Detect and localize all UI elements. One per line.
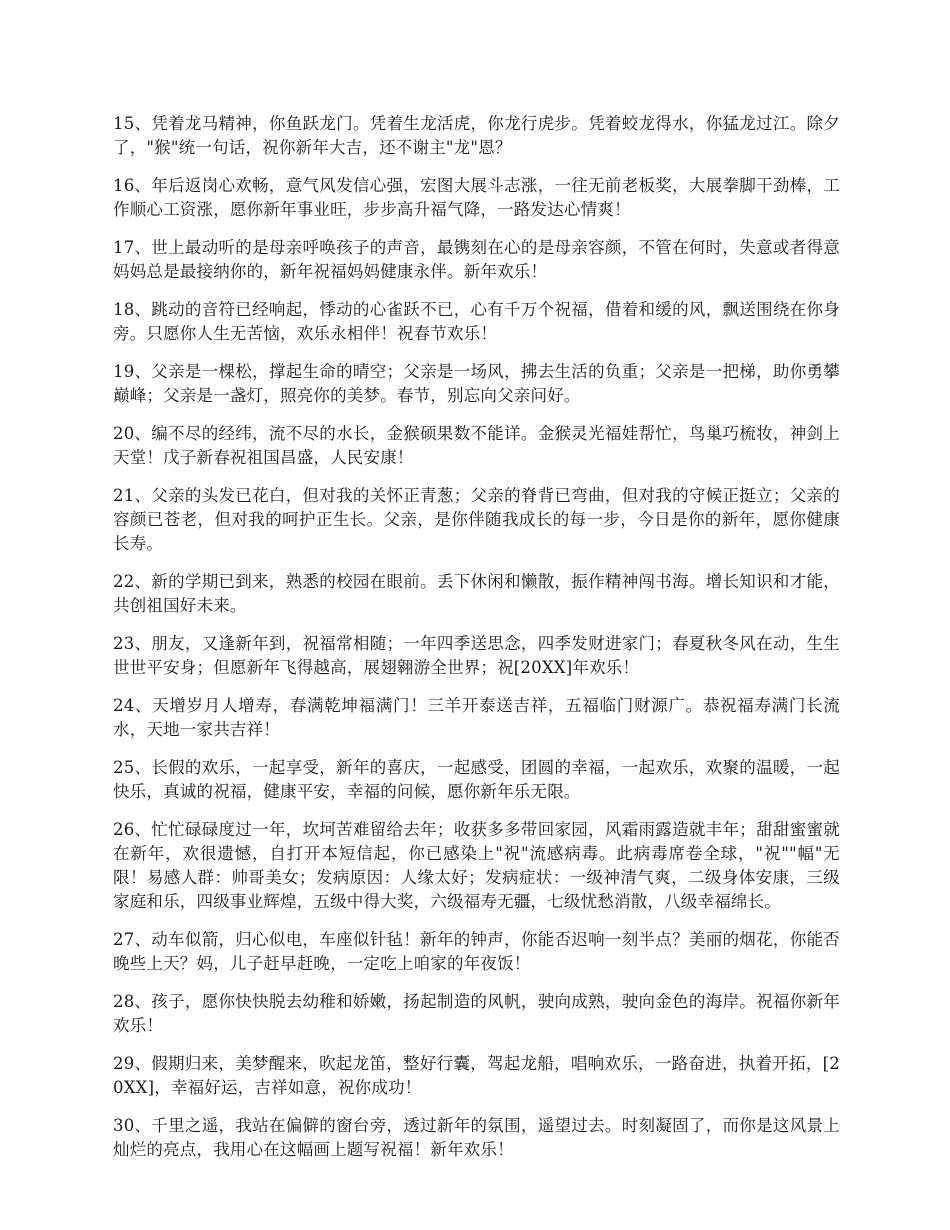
paragraph-22: 22、新的学期已到来，熟悉的校园在眼前。丢下休闲和懒散，振作精神闯书海。增长知识和才能，共创祖国好未来。 [113,572,840,615]
paragraph-15: 15、凭着龙马精神，你鱼跃龙门。凭着生龙活虎，你龙行虎步。凭着蛟龙得水，你猛龙过江。除夕了，"猴"统一句话，祝你新年大吉，还不谢主"龙"恩？ [113,114,840,157]
paragraph-29: 29、假期归来，美梦醒来，吹起龙笛，整好行囊，驾起龙船，唱响欢乐，一路奋进，执着开拓，[20XX]，幸福好运，吉祥如意，祝你成功！ [113,1054,840,1097]
paragraph-19: 19、父亲是一棵松，撑起生命的晴空；父亲是一场风，拂去生活的负重；父亲是一把梯，助你勇攀巅峰；父亲是一盏灯，照亮你的美梦。春节，别忘向父亲问好。 [113,362,840,405]
paragraph-16: 16、年后返岗心欢畅，意气风发信心强，宏图大展斗志涨，一往无前老板奖，大展拳脚干劲棒，工作顺心工资涨，愿你新年事业旺，步步高升福气降，一路发达心情爽！ [113,176,840,219]
paragraph-18: 18、跳动的音符已经响起，悸动的心雀跃不已，心有千万个祝福，借着和缓的风，飘送围绕在你身旁。只愿你人生无苦恼，欢乐永相伴！祝春节欢乐！ [113,300,840,343]
paragraph-23: 23、朋友，又逢新年到，祝福常相随；一年四季送思念，四季发财进家门；春夏秋冬风在动，生生世世平安身；但愿新年飞得越高，展翅翱游全世界；祝[20XX]年欢乐！ [113,634,840,677]
paragraph-26: 26、忙忙碌碌度过一年，坎坷苦难留给去年；收获多多带回家园，风霜雨露造就丰年；甜甜蜜蜜就在新年，欢很遗憾，自打开本短信起，你已感染上"祝"流感病毒。此病毒席卷全球，"祝""幅"无限！易感人群：帅哥美女；发病原因：人缘太好；发病症状：一级神清气爽，二级身体安康，三级家庭和乐，四级事业辉煌，五级中得大奖，六级福寿无疆，七级忧愁消散，八级幸福绵长。 [113,820,840,911]
paragraph-17: 17、世上最动听的是母亲呼唤孩子的声音，最镌刻在心的是母亲容颜，不管在何时，失意或者得意妈妈总是最接纳你的，新年祝福妈妈健康永伴。新年欢乐！ [113,238,840,281]
paragraph-30: 30、千里之遥，我站在偏僻的窗台旁，透过新年的氛围，遥望过去。时刻凝固了，而你是这风景上灿烂的亮点，我用心在这幅画上题写祝福！新年欢乐！ [113,1116,840,1159]
paragraph-21: 21、父亲的头发已花白，但对我的关怀正青葱；父亲的脊背已弯曲，但对我的守候正挺立；父亲的容颜已苍老，但对我的呵护正生长。父亲，是你伴随我成长的每一步，今日是你的新年，愿你健康长寿。 [113,486,840,553]
document-body [113,112,840,1176]
paragraph-20: 20、编不尽的经纬，流不尽的水长，金猴硕果数不能详。金猴灵光福娃帮忙，鸟巢巧梳妆，神剑上天堂！戊子新春祝祖国昌盛，人民安康！ [113,424,840,467]
paragraph-24: 24、天增岁月人增寿，春满乾坤福满门！三羊开泰送吉祥，五福临门财源广。恭祝福寿满门长流水，天地一家共吉祥！ [113,696,840,739]
paragraph-27: 27、动车似箭，归心似电，车座似针毡！新年的钟声，你能否迟响一刻半点？美丽的烟花，你能否晚些上天？妈，儿子赶早赶晚，一定吃上咱家的年夜饭！ [113,930,840,973]
paragraph-28: 28、孩子，愿你快快脱去幼稚和娇嫩，扬起制造的风帆，驶向成熟，驶向金色的海岸。祝福你新年欢乐！ [113,992,840,1035]
paragraph-25: 25、长假的欢乐，一起享受，新年的喜庆，一起感受，团圆的幸福，一起欢乐，欢聚的温暖，一起快乐，真诚的祝福，健康平安，幸福的问候，愿你新年乐无限。 [113,758,840,801]
